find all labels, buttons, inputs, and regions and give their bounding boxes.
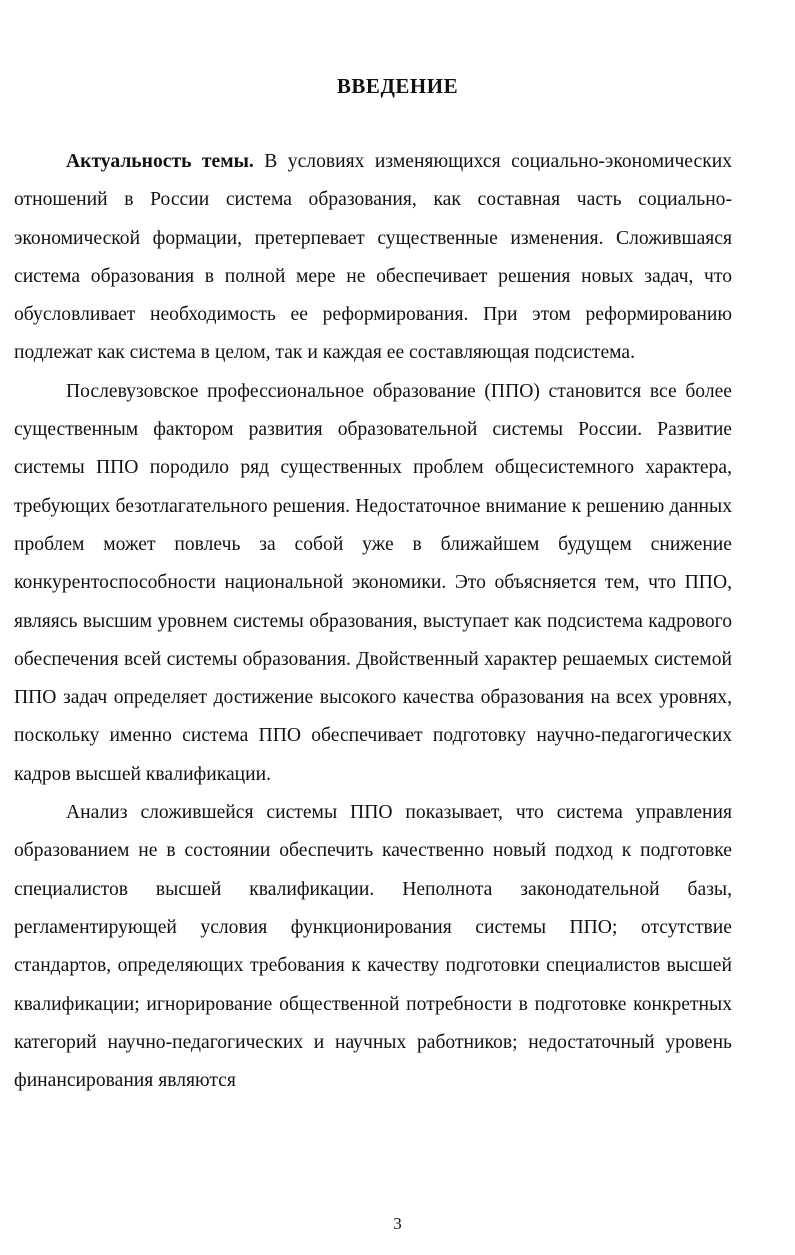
- body-text: [14, 143, 732, 1100]
- paragraph-text: Послевузовское профессиональное образование (ППО) становится все более существенным фактором развития образовательной системы России. Развитие системы ППО породило ряд существенных проблем общесистемного характера, требующих безотлагательного решения. Недостаточное внимание к решению данных проблем может повлечь за собой уже в ближайшем будущем снижение конкурентоспособности национальной экономики. Это объясняется тем, что ППО, являясь высшим уровнем системы образования, выступает как подсистема кадрового обеспечения всей системы образования. Двойственный характер решаемых системой ППО задач определяет достижение высокого качества образования на всех уровнях, поскольку именно система ППО обеспечивает подготовку научно-педагогических кадров высшей квалификации.: [14, 380, 732, 785]
- paragraph-analysis: [14, 794, 732, 1100]
- paragraph-text: Анализ сложившейся системы ППО показывает, что система управления образованием не в состоянии обеспечить качественно новый подход к подготовке специалистов высшей квалификации. Неполнота законодательной базы, регламентирующей условия функционирования системы ППО; отсутствие стандартов, определяющих требования к качеству подготовки специалистов высшей квалификации; игнорирование общественной потребности в подготовке конкретных категорий научно-педагогических и научных работников; недостаточный уровень финансирования являются: [14, 802, 732, 1092]
- paragraph-text: В условиях изменяющихся социально-экономических отношений в России система образования, как составная часть социально-экономической формации, претерпевает существенные изменения. Сложившаяся система образования в полной мере не обеспечивает решения новых задач, что обусловливает необходимость ее реформирования. При этом реформированию подлежат как система в целом, так и каждая ее составляющая подсистема.: [14, 151, 732, 364]
- paragraph-postgraduate: [14, 373, 732, 794]
- paragraph-lead: Актуальность темы.: [66, 151, 254, 172]
- page-number: 3: [393, 1214, 402, 1233]
- paragraph-relevance: [14, 143, 732, 373]
- page-title: ВВЕДЕНИЕ: [336, 74, 459, 98]
